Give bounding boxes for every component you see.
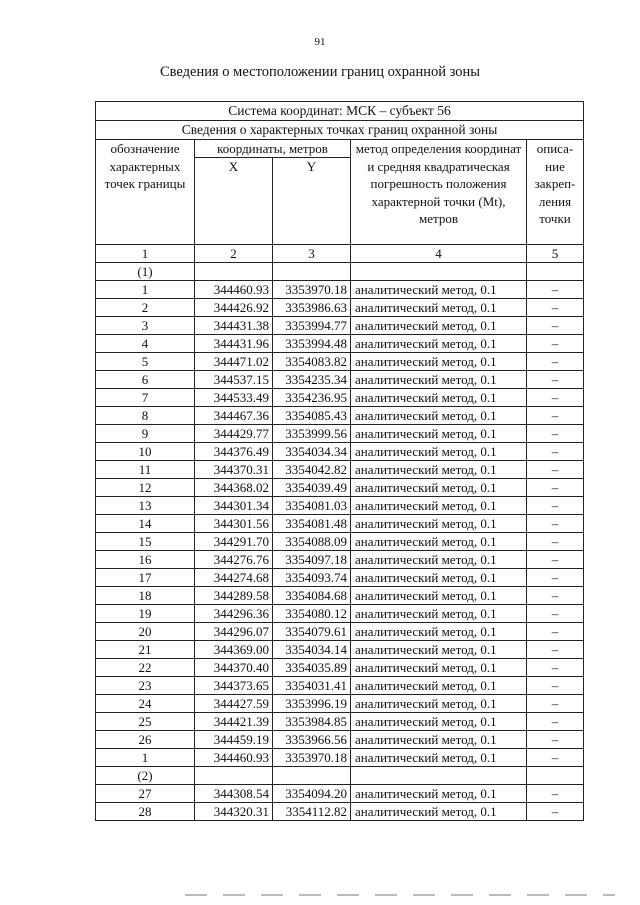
method-cell: аналитический метод, 0.1 [351, 443, 527, 461]
description-cell: – [527, 479, 584, 497]
method-cell: аналитический метод, 0.1 [351, 371, 527, 389]
x-coordinate-cell: 344467.36 [195, 407, 273, 425]
description-cell [527, 767, 584, 785]
y-coordinate-cell: 3354236.95 [273, 389, 351, 407]
y-coordinate-cell: 3354088.09 [273, 533, 351, 551]
table-row [96, 623, 584, 641]
x-coordinate-cell: 344308.54 [195, 785, 273, 803]
description-cell: – [527, 623, 584, 641]
point-number-cell: 23 [96, 677, 195, 695]
point-number-cell: 2 [96, 299, 195, 317]
column-index: 4 [351, 245, 527, 263]
point-number-cell: 28 [96, 803, 195, 821]
description-cell: – [527, 335, 584, 353]
method-cell: аналитический метод, 0.1 [351, 659, 527, 677]
x-coordinate-cell: 344459.19 [195, 731, 273, 749]
x-coordinate-cell: 344370.31 [195, 461, 273, 479]
method-cell: аналитический метод, 0.1 [351, 479, 527, 497]
table-row [96, 767, 584, 785]
x-coordinate-cell: 344426.92 [195, 299, 273, 317]
y-coordinate-cell: 3354084.68 [273, 587, 351, 605]
method-cell: аналитический метод, 0.1 [351, 731, 527, 749]
x-coordinate-cell [195, 767, 273, 785]
description-cell: – [527, 677, 584, 695]
point-number-cell: 19 [96, 605, 195, 623]
point-number-cell: 7 [96, 389, 195, 407]
point-number-cell: 6 [96, 371, 195, 389]
y-coordinate-cell: 3354235.34 [273, 371, 351, 389]
y-coordinate-cell: 3353996.19 [273, 695, 351, 713]
point-number-cell: (1) [96, 263, 195, 281]
point-number-cell: 25 [96, 713, 195, 731]
method-cell: аналитический метод, 0.1 [351, 605, 527, 623]
description-cell [527, 263, 584, 281]
table-row [96, 461, 584, 479]
x-coordinate-cell: 344370.40 [195, 659, 273, 677]
table-row [96, 299, 584, 317]
table-row [96, 425, 584, 443]
x-coordinate-cell: 344296.36 [195, 605, 273, 623]
table-row [96, 695, 584, 713]
table-row [96, 407, 584, 425]
y-coordinate-cell: 3354039.49 [273, 479, 351, 497]
y-coordinate-cell: 3353999.56 [273, 425, 351, 443]
y-coordinate-cell: 3354097.18 [273, 551, 351, 569]
table-row [96, 713, 584, 731]
column-index: 1 [96, 245, 195, 263]
y-coordinate-cell: 3354031.41 [273, 677, 351, 695]
header-description: описа-ние закреп-ления точки [527, 140, 584, 245]
description-cell: – [527, 749, 584, 767]
method-cell: аналитический метод, 0.1 [351, 353, 527, 371]
table-row [96, 641, 584, 659]
point-number-cell: 26 [96, 731, 195, 749]
table-row [96, 281, 584, 299]
table-row [96, 335, 584, 353]
header-x: X [195, 158, 273, 245]
x-coordinate-cell: 344427.59 [195, 695, 273, 713]
point-number-cell: 5 [96, 353, 195, 371]
description-cell: – [527, 785, 584, 803]
point-number-cell: 27 [96, 785, 195, 803]
table-row [96, 551, 584, 569]
point-number-cell: 4 [96, 335, 195, 353]
column-index: 5 [527, 245, 584, 263]
method-cell: аналитический метод, 0.1 [351, 461, 527, 479]
x-coordinate-cell: 344320.31 [195, 803, 273, 821]
x-coordinate-cell: 344368.02 [195, 479, 273, 497]
x-coordinate-cell: 344274.68 [195, 569, 273, 587]
description-cell: – [527, 641, 584, 659]
description-cell: – [527, 587, 584, 605]
coordinates-table-body [96, 102, 584, 821]
coordinates-table [95, 101, 584, 821]
x-coordinate-cell: 344431.38 [195, 317, 273, 335]
method-cell: аналитический метод, 0.1 [351, 677, 527, 695]
description-cell: – [527, 443, 584, 461]
column-header-row [96, 140, 584, 158]
y-coordinate-cell: 3353984.85 [273, 713, 351, 731]
y-coordinate-cell: 3353970.18 [273, 749, 351, 767]
column-index: 3 [273, 245, 351, 263]
method-cell: аналитический метод, 0.1 [351, 641, 527, 659]
description-cell: – [527, 569, 584, 587]
method-cell [351, 263, 527, 281]
y-coordinate-cell: 3354035.89 [273, 659, 351, 677]
description-cell: – [527, 515, 584, 533]
table-row [96, 533, 584, 551]
table-row [96, 803, 584, 821]
y-coordinate-cell: 3354085.43 [273, 407, 351, 425]
y-coordinate-cell [273, 263, 351, 281]
table-row [96, 731, 584, 749]
description-cell: – [527, 695, 584, 713]
method-cell: аналитический метод, 0.1 [351, 569, 527, 587]
point-number-cell: 22 [96, 659, 195, 677]
description-cell: – [527, 551, 584, 569]
x-coordinate-cell: 344291.70 [195, 533, 273, 551]
y-coordinate-cell: 3354034.34 [273, 443, 351, 461]
x-coordinate-cell: 344289.58 [195, 587, 273, 605]
method-cell: аналитический метод, 0.1 [351, 515, 527, 533]
page-number: 91 [314, 36, 326, 48]
system-header-row [96, 102, 584, 121]
method-cell: аналитический метод, 0.1 [351, 299, 527, 317]
method-cell: аналитический метод, 0.1 [351, 695, 527, 713]
method-cell: аналитический метод, 0.1 [351, 317, 527, 335]
method-cell: аналитический метод, 0.1 [351, 497, 527, 515]
description-cell: – [527, 353, 584, 371]
x-coordinate-cell: 344373.65 [195, 677, 273, 695]
point-number-cell: 1 [96, 281, 195, 299]
point-number-cell: 16 [96, 551, 195, 569]
y-coordinate-cell: 3354094.20 [273, 785, 351, 803]
column-index: 2 [195, 245, 273, 263]
table-row [96, 497, 584, 515]
y-coordinate-cell: 3354083.82 [273, 353, 351, 371]
coordinate-system-header: Система координат: МСК – субъект 56 [96, 102, 584, 121]
point-number-cell: 3 [96, 317, 195, 335]
header-designation: обозначение характерных точек границы [96, 140, 195, 245]
method-cell: аналитический метод, 0.1 [351, 623, 527, 641]
x-coordinate-cell: 344471.02 [195, 353, 273, 371]
table-row [96, 749, 584, 767]
table-row [96, 569, 584, 587]
y-coordinate-cell: 3353966.56 [273, 731, 351, 749]
point-number-cell: 1 [96, 749, 195, 767]
point-number-cell: 18 [96, 587, 195, 605]
column-index-row [96, 245, 584, 263]
method-cell: аналитический метод, 0.1 [351, 407, 527, 425]
method-cell: аналитический метод, 0.1 [351, 551, 527, 569]
description-cell: – [527, 497, 584, 515]
point-number-cell: 17 [96, 569, 195, 587]
x-coordinate-cell: 344533.49 [195, 389, 273, 407]
table-row [96, 587, 584, 605]
point-number-cell: (2) [96, 767, 195, 785]
method-cell: аналитический метод, 0.1 [351, 803, 527, 821]
method-cell: аналитический метод, 0.1 [351, 785, 527, 803]
method-cell: аналитический метод, 0.1 [351, 335, 527, 353]
description-cell: – [527, 371, 584, 389]
y-coordinate-cell [273, 767, 351, 785]
y-coordinate-cell: 3354042.82 [273, 461, 351, 479]
method-cell [351, 767, 527, 785]
point-number-cell: 10 [96, 443, 195, 461]
table-row [96, 605, 584, 623]
x-coordinate-cell: 344301.56 [195, 515, 273, 533]
description-cell: – [527, 299, 584, 317]
description-cell: – [527, 731, 584, 749]
point-number-cell: 11 [96, 461, 195, 479]
header-coordinates: координаты, метров [195, 140, 351, 158]
method-cell: аналитический метод, 0.1 [351, 389, 527, 407]
description-cell: – [527, 425, 584, 443]
point-number-cell: 21 [96, 641, 195, 659]
y-coordinate-cell: 3353970.18 [273, 281, 351, 299]
x-coordinate-cell: 344429.77 [195, 425, 273, 443]
y-coordinate-cell: 3354079.61 [273, 623, 351, 641]
table-row [96, 317, 584, 335]
method-cell: аналитический метод, 0.1 [351, 713, 527, 731]
description-cell: – [527, 533, 584, 551]
description-cell: – [527, 407, 584, 425]
table-row [96, 353, 584, 371]
y-coordinate-cell: 3353986.63 [273, 299, 351, 317]
description-cell: – [527, 389, 584, 407]
point-number-cell: 24 [96, 695, 195, 713]
description-cell: – [527, 605, 584, 623]
x-coordinate-cell: 344376.49 [195, 443, 273, 461]
description-cell: – [527, 713, 584, 731]
y-coordinate-cell: 3353994.77 [273, 317, 351, 335]
y-coordinate-cell: 3354081.48 [273, 515, 351, 533]
y-coordinate-cell: 3354081.03 [273, 497, 351, 515]
table-row [96, 677, 584, 695]
x-coordinate-cell [195, 263, 273, 281]
y-coordinate-cell: 3353994.48 [273, 335, 351, 353]
table-row [96, 389, 584, 407]
footer-scan-marks [185, 894, 615, 896]
x-coordinate-cell: 344537.15 [195, 371, 273, 389]
method-cell: аналитический метод, 0.1 [351, 587, 527, 605]
method-cell: аналитический метод, 0.1 [351, 281, 527, 299]
y-coordinate-cell: 3354093.74 [273, 569, 351, 587]
description-cell: – [527, 317, 584, 335]
document-title: Сведения о местоположении границ охранной зоны [159, 64, 480, 80]
x-coordinate-cell: 344460.93 [195, 281, 273, 299]
description-cell: – [527, 659, 584, 677]
table-row [96, 371, 584, 389]
point-number-cell: 9 [96, 425, 195, 443]
method-cell: аналитический метод, 0.1 [351, 425, 527, 443]
y-coordinate-cell: 3354080.12 [273, 605, 351, 623]
section-header-row [96, 121, 584, 140]
table-row [96, 479, 584, 497]
method-cell: аналитический метод, 0.1 [351, 533, 527, 551]
header-method: метод определения координат и средняя квадратическая погрешность положения характерной точки (Mt), метров [351, 140, 527, 245]
section-header: Сведения о характерных точках границ охранной зоны [96, 121, 584, 140]
table-row [96, 263, 584, 281]
table-row [96, 443, 584, 461]
x-coordinate-cell: 344296.07 [195, 623, 273, 641]
point-number-cell: 8 [96, 407, 195, 425]
y-coordinate-cell: 3354112.82 [273, 803, 351, 821]
point-number-cell: 13 [96, 497, 195, 515]
description-cell: – [527, 281, 584, 299]
table-row [96, 785, 584, 803]
x-coordinate-cell: 344431.96 [195, 335, 273, 353]
description-cell: – [527, 461, 584, 479]
y-coordinate-cell: 3354034.14 [273, 641, 351, 659]
x-coordinate-cell: 344421.39 [195, 713, 273, 731]
point-number-cell: 15 [96, 533, 195, 551]
point-number-cell: 14 [96, 515, 195, 533]
point-number-cell: 20 [96, 623, 195, 641]
table-row [96, 659, 584, 677]
description-cell: – [527, 803, 584, 821]
method-cell: аналитический метод, 0.1 [351, 749, 527, 767]
x-coordinate-cell: 344301.34 [195, 497, 273, 515]
x-coordinate-cell: 344460.93 [195, 749, 273, 767]
header-y: Y [273, 158, 351, 245]
x-coordinate-cell: 344369.00 [195, 641, 273, 659]
table-row [96, 515, 584, 533]
point-number-cell: 12 [96, 479, 195, 497]
x-coordinate-cell: 344276.76 [195, 551, 273, 569]
